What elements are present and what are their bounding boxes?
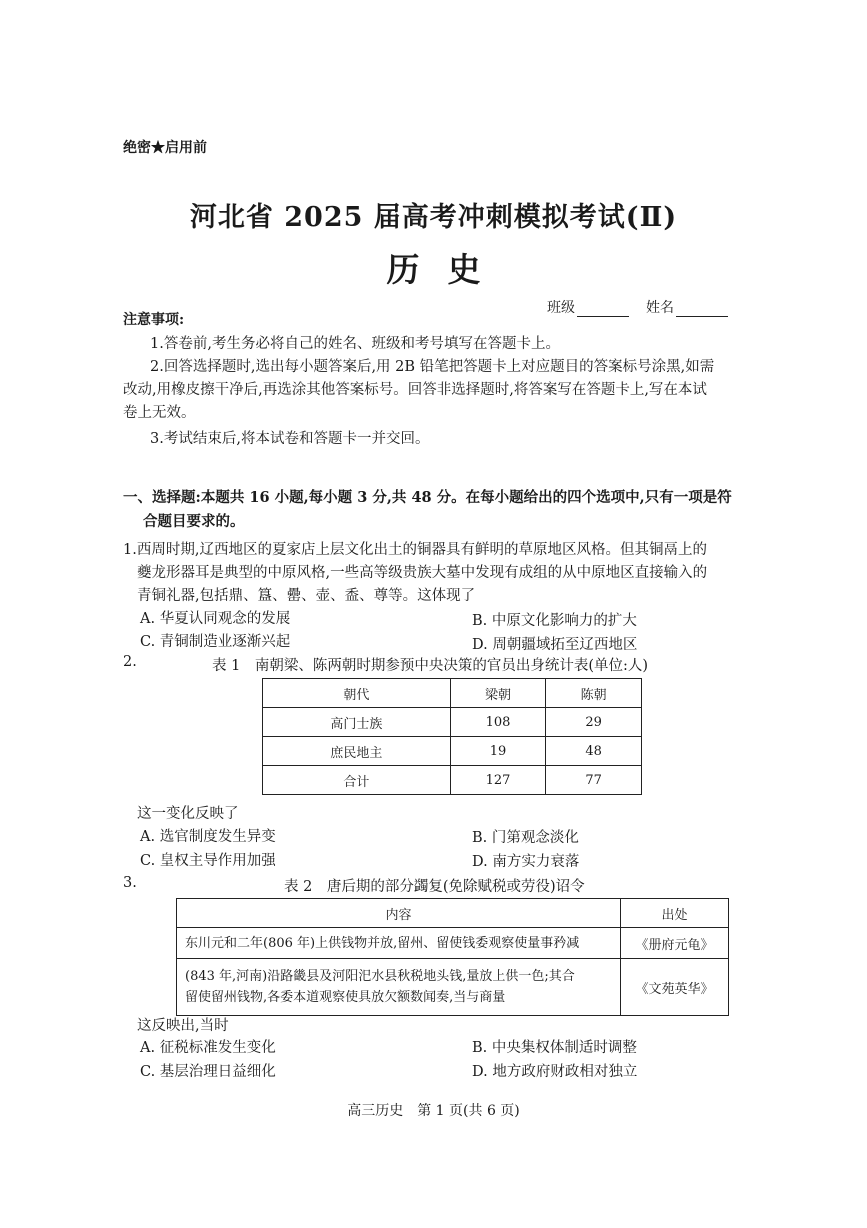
table-cell: 127 [450, 766, 546, 795]
q2-option-c[interactable]: C. 皇权主导作用加强 [140, 853, 276, 869]
q1-option-b[interactable]: B. 中原文化影响力的扩大 [472, 613, 637, 629]
table-cell: 29 [546, 708, 642, 737]
q3-option-c[interactable]: C. 基层治理日益细化 [140, 1064, 276, 1080]
subject-title: 历史 [386, 250, 509, 289]
q3-option-d[interactable]: D. 地方政府财政相对独立 [472, 1064, 638, 1080]
table-cell: 19 [450, 737, 546, 766]
q1-stem-line-1: 1.西周时期,辽西地区的夏家店上层文化出土的铜器具有鲜明的草原地区风格。但其铜鬲上的 [123, 542, 707, 558]
section-1-line-1: 一、选择题:本题共 16 小题,每小题 3 分,共 48 分。在每小题给出的四个选项中,只有一项是符 [123, 489, 732, 506]
table-cell-line: (843 年,河南)沿路畿县及河阳汜水县秋税地头钱,量放上供一色;其合 [185, 969, 575, 984]
q2-table-caption: 表 1 南朝梁、陈两朝时期参预中央决策的官员出身统计表(单位:人) [212, 658, 649, 674]
table-cell: 108 [450, 708, 546, 737]
q3-table-caption: 表 2 唐后期的部分蠲复(免除赋税或劳役)诏令 [284, 879, 585, 895]
notice-item-2-line-2: 改动,用橡皮擦干净后,再选涂其他答案标号。回答非选择题时,将答案写在答题卡上,写在本试 [123, 382, 707, 398]
table-cell: 《文苑英华》 [621, 959, 729, 1016]
notice-item-3: 3.考试结束后,将本试卷和答题卡一并交回。 [150, 431, 430, 447]
q1-option-d[interactable]: D. 周朝疆域拓至辽西地区 [472, 637, 638, 653]
q2-option-a[interactable]: A. 选官制度发生异变 [140, 829, 276, 845]
class-label: 班级 [547, 300, 575, 316]
table-header-cell: 朝代 [263, 679, 451, 708]
table-cell: 东川元和二年(806 年)上供钱物并放,留州、留使钱委观察使量事矜减 [177, 928, 621, 959]
exam-title: 河北省 2025 届高考冲刺模拟考试(Ⅱ) [189, 202, 678, 233]
table-header-cell: 陈朝 [546, 679, 642, 708]
table-header-cell: 梁朝 [450, 679, 546, 708]
q3-table [176, 898, 729, 1016]
q3-option-b[interactable]: B. 中央集权体制适时调整 [472, 1040, 637, 1056]
section-1-line-2: 合题目要求的。 [143, 513, 245, 530]
q2-number: 2. [123, 654, 137, 670]
notice-item-2-line-3: 卷上无效。 [123, 405, 196, 421]
table-cell [177, 959, 621, 1016]
q2-table [262, 678, 642, 795]
table-header-row [177, 899, 729, 928]
table-row [263, 708, 642, 737]
name-blank[interactable] [676, 302, 728, 317]
table-cell: 高门士族 [263, 708, 451, 737]
table-cell: 庶民地主 [263, 737, 451, 766]
q3-stem: 这反映出,当时 [137, 1018, 229, 1034]
q2-option-b[interactable]: B. 门第观念淡化 [472, 830, 579, 846]
table-header-row [263, 679, 642, 708]
table-row [263, 737, 642, 766]
page-footer: 高三历史 第 1 页(共 6 页) [347, 1103, 520, 1119]
q2-option-d[interactable]: D. 南方实力衰落 [472, 854, 580, 870]
table-row [177, 928, 729, 959]
notice-item-2-line-1: 2.回答选择题时,选出每小题答案后,用 2B 铅笔把答题卡上对应题目的答案标号涂黑,如需 [150, 359, 715, 375]
table-cell: 合计 [263, 766, 451, 795]
notice-item-1: 1.答卷前,考生务必将自己的姓名、班级和考号填写在答题卡上。 [150, 336, 560, 352]
name-field[interactable] [646, 297, 728, 317]
q3-option-a[interactable]: A. 征税标准发生变化 [140, 1040, 276, 1056]
table-cell-line: 留使留州钱物,各委本道观察使具放欠额数闻奏,当与商量 [185, 990, 506, 1005]
q3-number: 3. [123, 875, 137, 891]
table-cell: 《册府元龟》 [621, 928, 729, 959]
q2-stem: 这一变化反映了 [137, 806, 239, 822]
q1-option-a[interactable]: A. 华夏认同观念的发展 [140, 611, 291, 627]
name-label: 姓名 [646, 300, 674, 316]
confidential-mark: 绝密★启用前 [123, 140, 207, 156]
section-1-heading [123, 486, 732, 534]
class-field[interactable] [547, 297, 629, 317]
q1-stem-line-3: 青铜礼器,包括鼎、簋、罍、壶、盉、尊等。这体现了 [137, 588, 476, 604]
table-row [263, 766, 642, 795]
table-header-cell: 出处 [621, 899, 729, 928]
table-row [177, 959, 729, 1016]
table-cell: 77 [546, 766, 642, 795]
q1-stem-line-2: 夔龙形器耳是典型的中原风格,一些高等级贵族大墓中发现有成组的从中原地区直接输入的 [137, 565, 708, 581]
table-header-cell: 内容 [177, 899, 621, 928]
class-blank[interactable] [577, 302, 629, 317]
notice-heading: 注意事项: [123, 312, 185, 328]
table-cell: 48 [546, 737, 642, 766]
q1-option-c[interactable]: C. 青铜制造业逐渐兴起 [140, 634, 291, 650]
